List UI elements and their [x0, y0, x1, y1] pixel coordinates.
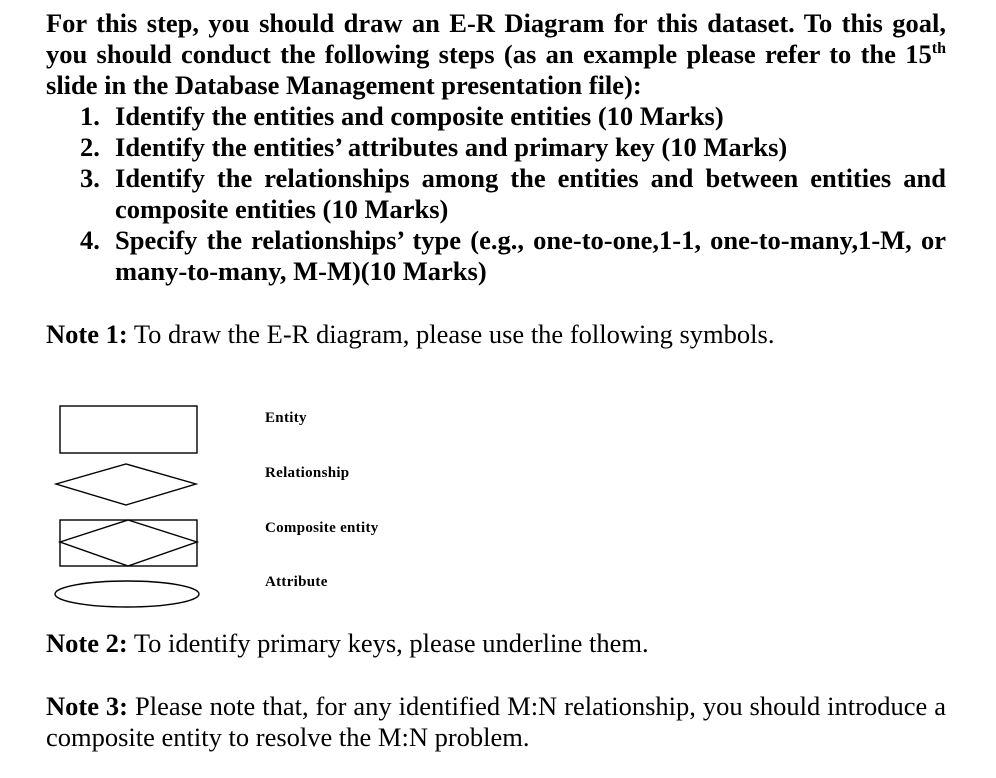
entity-symbol — [60, 406, 197, 453]
step-item — [80, 132, 946, 163]
intro-paragraph — [46, 8, 946, 101]
note-1-label: Note 1: — [46, 319, 128, 349]
step-item — [80, 101, 946, 132]
attribute-label: Attribute — [265, 574, 328, 590]
entity-label: Entity — [265, 410, 307, 426]
note-3-label: Note 3: — [46, 691, 129, 721]
step-number: 4. — [80, 225, 100, 255]
step-number: 1. — [80, 101, 100, 131]
steps-list — [80, 101, 946, 287]
intro-superscript: th — [931, 40, 946, 58]
note-3-text: Please note that, for any identified M:N relationship, you should introduce a composite entity to resolve the M:N problem. — [46, 691, 946, 752]
note-2-text: To identify primary keys, please underline them. — [127, 628, 649, 658]
note-1-text: To draw the E-R diagram, please use the following symbols. — [127, 319, 775, 349]
relationship-symbol — [56, 464, 196, 505]
note-2-label: Note 2: — [46, 628, 128, 658]
step-item — [80, 163, 946, 225]
step-number: 3. — [80, 163, 100, 193]
relationship-label: Relationship — [265, 465, 350, 481]
composite-entity-symbol — [60, 520, 197, 566]
step-text: Identify the entities’ attributes and primary key (10 Marks) — [115, 132, 788, 162]
step-text: Identify the relationships among the entities and between entities and composite entities (10 Marks) — [115, 163, 946, 224]
attribute-symbol — [55, 581, 199, 607]
step-text: Identify the entities and composite entities (10 Marks) — [115, 101, 724, 131]
note-3 — [46, 691, 946, 753]
er-symbols-legend — [50, 398, 206, 614]
composite-entity-label: Composite entity — [265, 520, 379, 536]
intro-text-end: slide in the Database Management presentation file): — [46, 70, 642, 100]
note-2 — [46, 628, 946, 659]
step-item — [80, 225, 946, 287]
intro-text: For this step, you should draw an E-R Diagram for this dataset. To this goal, you should conduct the following steps (as an example please refer to the 15 — [46, 8, 946, 69]
step-number: 2. — [80, 132, 100, 162]
note-1 — [46, 319, 946, 350]
step-text: Specify the relationships’ type (e.g., one-to-one,1-1, one-to-many,1-M, or many-to-many, M-M)(10 Marks) — [115, 225, 946, 286]
